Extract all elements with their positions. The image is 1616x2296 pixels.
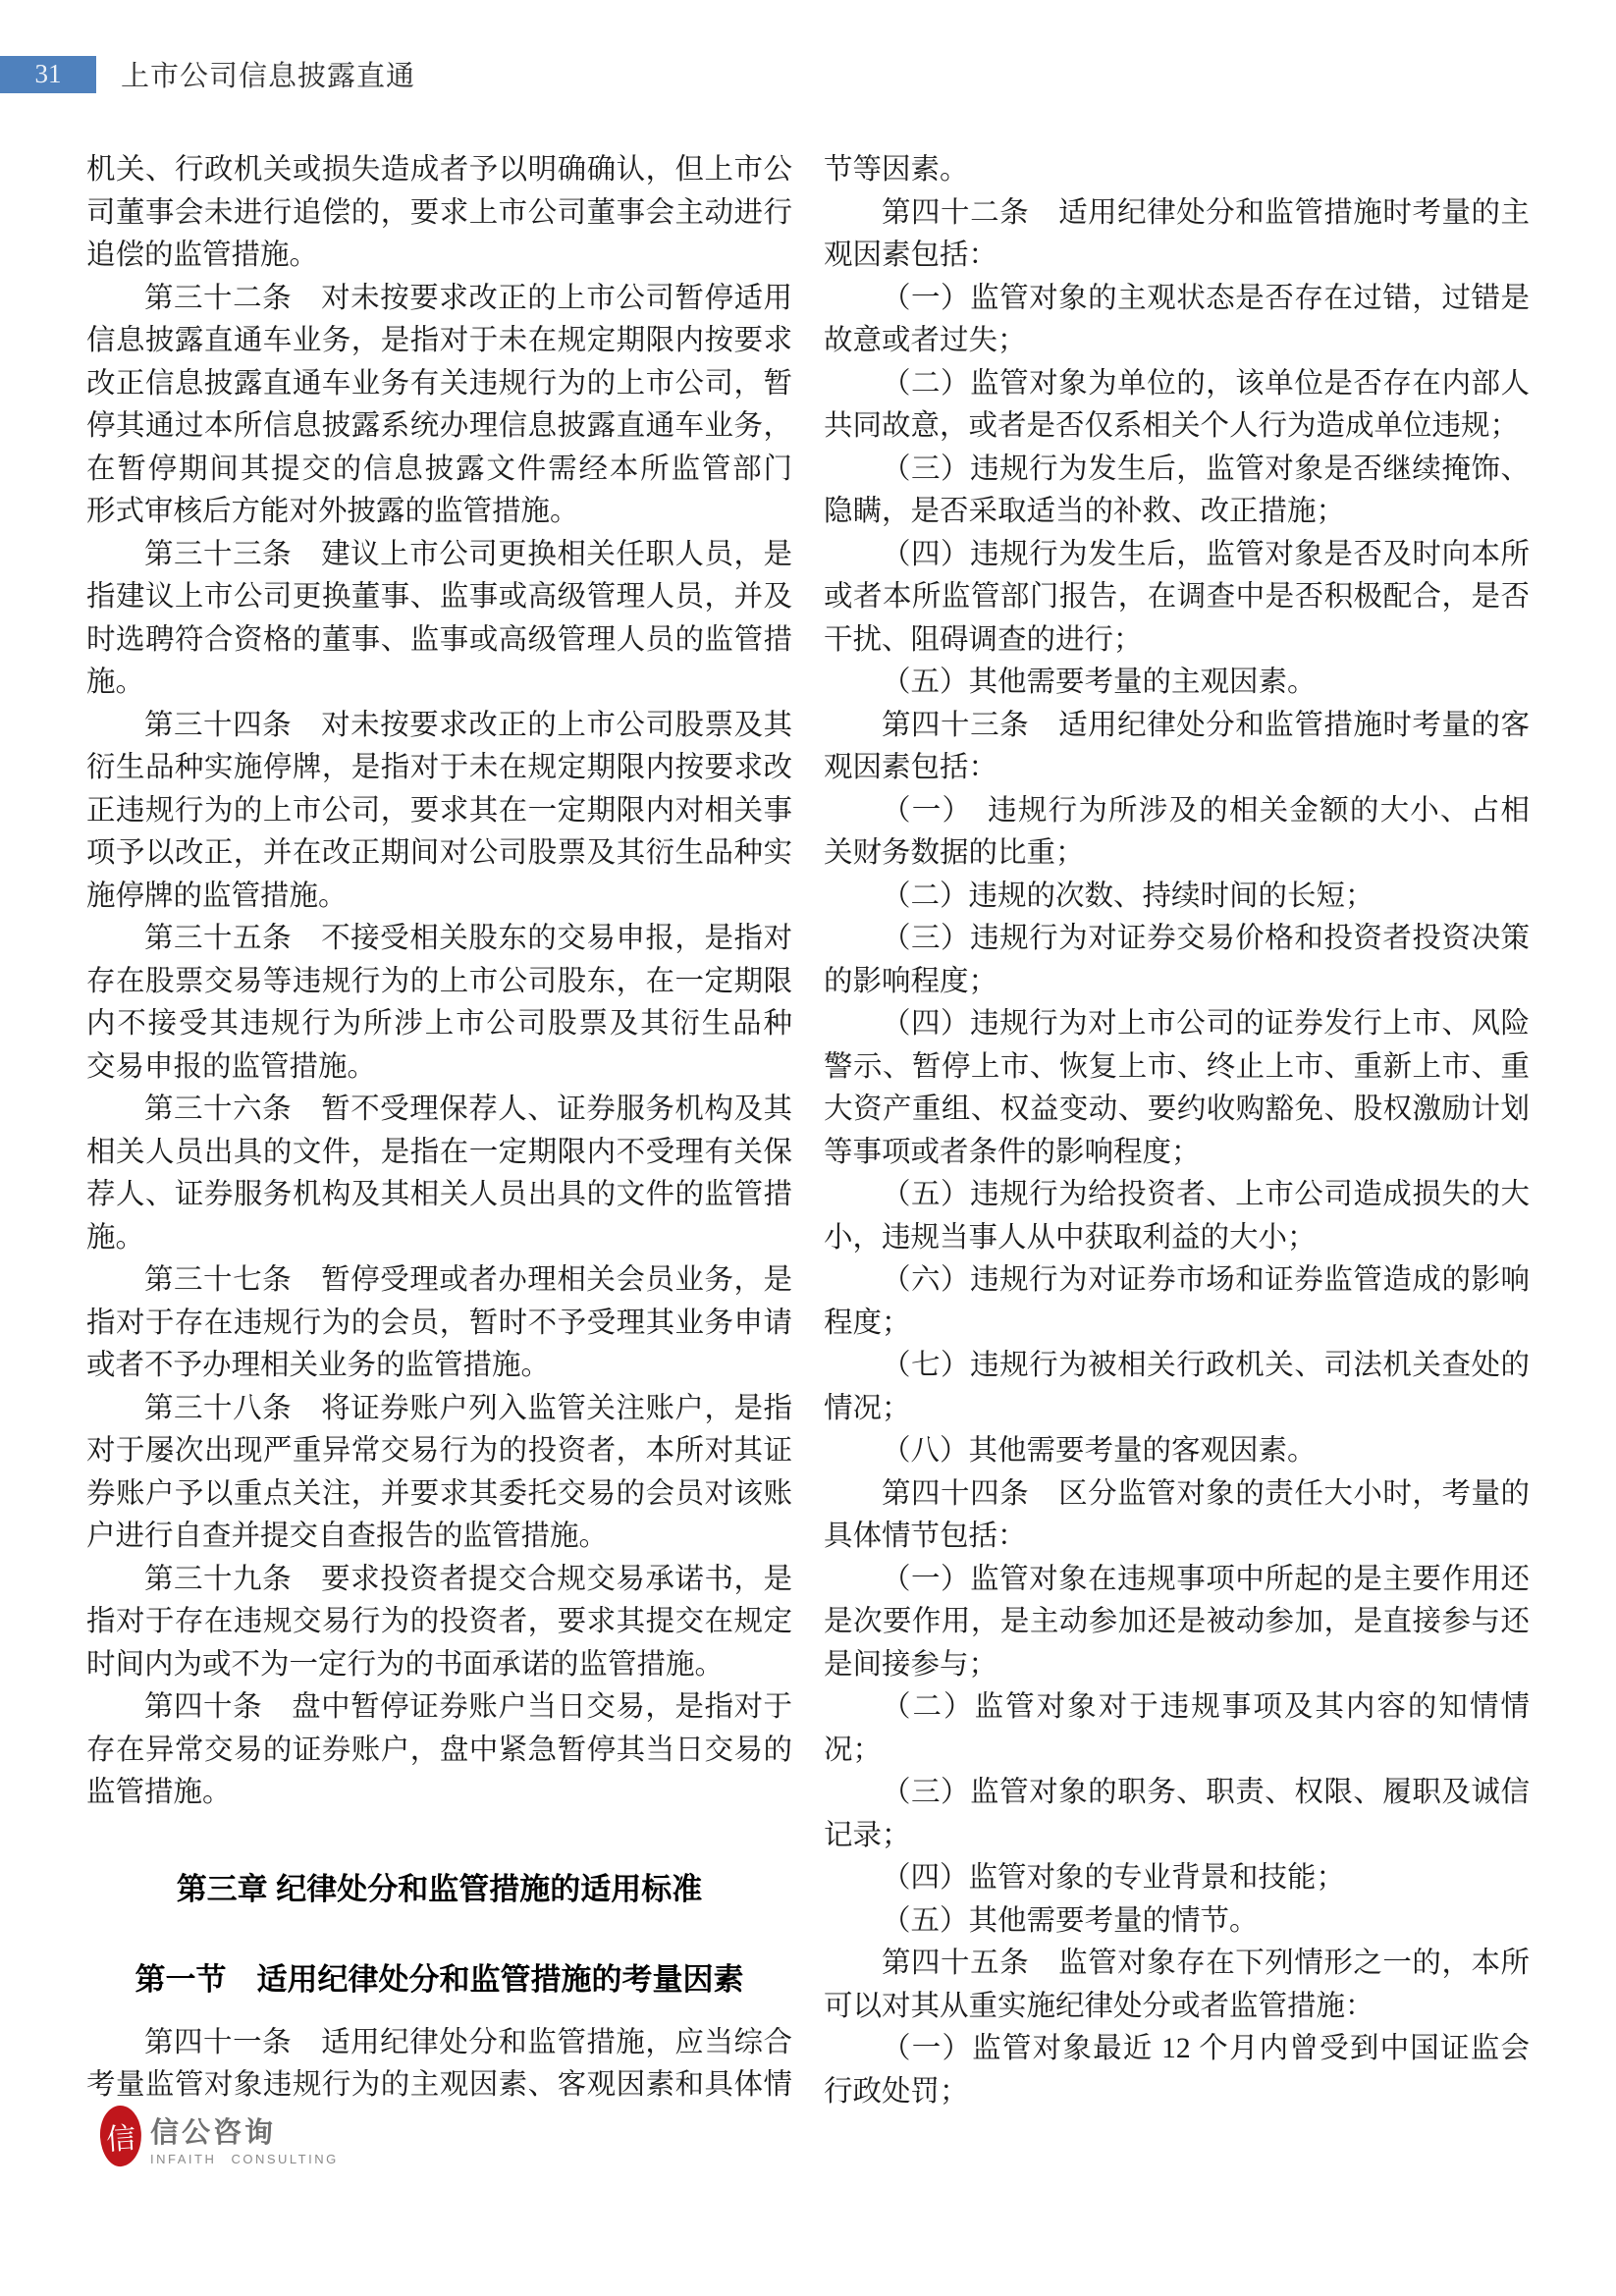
two-column-body: [86, 149, 1530, 2166]
page-header: [0, 54, 415, 94]
text-line: 或者不予办理相关业务的监管措施。: [86, 1350, 551, 1381]
text-line: 观因素包括：: [824, 752, 998, 783]
text-line: 况；: [824, 1734, 883, 1766]
left-column: [86, 149, 792, 2166]
infaith-logo: [100, 2102, 792, 2166]
text-line: （二）监管对象为单位的，该单位是否存在内部人: [882, 367, 1530, 400]
text-line: 具体情节包括：: [824, 1521, 1027, 1552]
text-line: 记录；: [824, 1819, 911, 1851]
text-line: 存在股票交易等违规行为的上市公司股东，在一定期限: [86, 965, 792, 997]
text-line: 第三十八条 将证券账户列入监管关注账户，是指: [144, 1392, 792, 1424]
right-column-lines: [824, 149, 1530, 2113]
text-line: 荐人、证券服务机构及其相关人员出具的文件的监管措: [86, 1179, 792, 1210]
text-line: 关财务数据的比重；: [824, 837, 1085, 869]
text-line: 是间接参与；: [824, 1648, 998, 1681]
text-line: 正违规行为的上市公司，要求其在一定期限内对相关事: [86, 794, 792, 827]
text-line: 第三十三条 建议上市公司更换相关任职人员，是: [144, 538, 792, 570]
text-line: 等事项或者条件的影响程度；: [824, 1136, 1201, 1168]
text-line: 观因素包括：: [824, 240, 998, 271]
text-line: 信息披露直通车业务，是指对于未在规定期限内按要求: [86, 325, 792, 356]
text-line: 可以对其从重实施纪律处分或者监管措施：: [824, 1990, 1374, 2022]
text-line: 第三十九条 要求投资者提交合规交易承诺书，是: [144, 1563, 792, 1595]
text-line: 相关人员出具的文件，是指在一定期限内不受理有关保: [86, 1136, 792, 1168]
text-line: （六）违规行为对证券市场和证券监管造成的影响: [882, 1264, 1530, 1296]
text-line: 考量监管对象违规行为的主观因素、客观因素和具体情: [86, 2069, 792, 2101]
text-line: 在暂停期间其提交的信息披露文件需经本所监管部门: [86, 453, 792, 485]
text-line: （二）监管对象对于违规事项及其内容的知情情: [882, 1691, 1530, 1723]
text-line: 内不接受其违规行为所涉上市公司股票及其衍生品种: [86, 1008, 792, 1040]
text-line: 第四十一条 适用纪律处分和监管措施，应当综合: [144, 2026, 792, 2058]
text-line: （四）监管对象的专业背景和技能；: [882, 1862, 1346, 1894]
text-line: 小，违规当事人从中获取利益的大小；: [824, 1221, 1317, 1254]
text-line: 第三十四条 对未按要求改正的上市公司股票及其: [144, 709, 792, 741]
text-line: 交易申报的监管措施。: [86, 1050, 377, 1083]
text-line: 第四十二条 适用纪律处分和监管措施时考量的主: [882, 196, 1530, 229]
right-column: [824, 149, 1530, 2166]
text-line: 第四十五条 监管对象存在下列情形之一的，本所: [882, 1948, 1530, 1979]
text-line: 行政处罚；: [824, 2075, 969, 2108]
text-line: 时间内为或不为一定行为的书面承诺的监管措施。: [86, 1648, 725, 1681]
text-line: 机关、行政机关或损失造成者予以明确确认，但上市公: [86, 154, 792, 186]
seal-character: 信: [105, 2121, 137, 2157]
left-column-lines: [86, 149, 792, 1815]
text-line: 第三十七条 暂停受理或者办理相关会员业务，是: [144, 1264, 792, 1296]
text-line: 指对于存在违规行为的会员，暂时不予受理其业务申请: [86, 1307, 792, 1339]
text-line: 警示、暂停上市、恢复上市、终止上市、重新上市、重: [824, 1050, 1530, 1083]
text-line: 施停牌的监管措施。: [86, 880, 348, 912]
text-line: （八）其他需要考量的客观因素。: [882, 1435, 1317, 1467]
text-line: 的影响程度；: [824, 965, 998, 997]
text-line: 故意或者过失；: [824, 325, 1027, 356]
text-line: （四）违规行为发生后，监管对象是否及时向本所: [882, 538, 1530, 570]
text-line: 第四十四条 区分监管对象的责任大小时，考量的: [882, 1477, 1530, 1510]
text-line: 第三十五条 不接受相关股东的交易申报，是指对: [144, 923, 792, 954]
logo-text-block: [150, 2116, 339, 2166]
text-line: （四）违规行为对上市公司的证券发行上市、风险: [882, 1008, 1530, 1040]
page-number-badge: [0, 56, 96, 93]
text-line: 户进行自查并提交自查报告的监管措施。: [86, 1521, 609, 1552]
text-line: （二）违规的次数、持续时间的长短；: [882, 880, 1374, 912]
text-line: 情况；: [824, 1392, 911, 1424]
text-line: 干扰、阻碍调查的进行；: [824, 623, 1143, 656]
text-line: （一）监管对象的主观状态是否存在过错，过错是: [882, 282, 1530, 314]
text-line: 改正信息披露直通车业务有关违规行为的上市公司，暂: [86, 367, 792, 400]
logo-company-name-en: INFAITH CONSULTING: [150, 2151, 339, 2166]
text-line: 时选聘符合资格的董事、监事或高级管理人员的监管措: [86, 623, 792, 656]
page-number: 31: [34, 59, 62, 88]
text-line: 指建议上市公司更换董事、监事或高级管理人员，并及: [86, 581, 792, 613]
text-line: 司董事会未进行追偿的，要求上市公司董事会主动进行: [86, 196, 792, 229]
text-line: 第三十二条 对未按要求改正的上市公司暂停适用: [144, 282, 792, 314]
text-line: 共同故意，或者是否仅系相关个人行为造成单位违规；: [824, 410, 1520, 442]
text-line: 监管措施。: [86, 1777, 232, 1808]
text-line: （五）其他需要考量的主观因素。: [882, 667, 1317, 698]
text-line: 施。: [86, 1221, 145, 1254]
text-line: （五）其他需要考量的情节。: [882, 1904, 1259, 1937]
text-line: 第四十三条 适用纪律处分和监管措施时考量的客: [882, 709, 1530, 741]
seal-icon: [98, 2104, 143, 2167]
text-line: （三）违规行为对证券交易价格和投资者投资决策: [882, 923, 1530, 954]
text-line: 追偿的监管措施。: [86, 240, 319, 271]
section-heading: 第一节 适用纪律处分和监管措施的考量因素: [135, 1961, 744, 1997]
text-line: 券账户予以重点关注，并要求其委托交易的会员对该账: [86, 1477, 792, 1510]
text-line: （三）违规行为发生后，监管对象是否继续掩饰、: [882, 453, 1530, 485]
text-line: 指对于存在违规交易行为的投资者，要求其提交在规定: [86, 1606, 792, 1637]
text-line: 隐瞒，是否采取适当的补救、改正措施；: [824, 496, 1346, 527]
text-line: 项予以改正，并在改正期间对公司股票及其衍生品种实: [86, 837, 792, 869]
logo-company-name-cn: 信公咨询: [150, 2116, 277, 2149]
text-line: 施。: [86, 667, 145, 698]
text-line: 是次要作用，是主动参加还是被动参加，是直接参与还: [824, 1606, 1530, 1637]
text-line: 第四十条 盘中暂停证券账户当日交易，是指对于: [144, 1691, 792, 1723]
text-line: 程度；: [824, 1307, 911, 1339]
text-line: 形式审核后方能对外披露的监管措施。: [86, 496, 579, 527]
text-line: 或者本所监管部门报告，在调查中是否积极配合，是否: [824, 581, 1530, 613]
text-line: 停其通过本所信息披露系统办理信息披露直通车业务，: [86, 410, 792, 442]
text-line: （一） 违规行为所涉及的相关金额的大小、占相: [882, 794, 1530, 827]
text-line: 节等因素。: [824, 154, 969, 186]
text-line: 大资产重组、权益变动、要约收购豁免、股权激励计划: [824, 1094, 1530, 1125]
text-line: 存在异常交易的证券账户，盘中紧急暂停其当日交易的: [86, 1734, 792, 1766]
header-title: 上市公司信息披露直通: [121, 61, 416, 92]
text-line: （三）监管对象的职务、职责、权限、履职及诚信: [882, 1777, 1530, 1808]
text-line: （一）监管对象最近 12 个月内曾受到中国证监会: [882, 2033, 1530, 2064]
text-line: 第三十六条 暂不受理保荐人、证券服务机构及其: [144, 1094, 792, 1125]
left-column-lines-after: [86, 2022, 792, 2108]
text-line: （七）违规行为被相关行政机关、司法机关查处的: [882, 1350, 1530, 1381]
chapter-heading: 第三章 纪律处分和监管措施的适用标准: [176, 1871, 703, 1906]
text-line: 衍生品种实施停牌，是指对于未在规定期限内按要求改: [86, 752, 792, 783]
text-line: 对于屡次出现严重异常交易行为的投资者，本所对其证: [86, 1435, 792, 1467]
text-line: （五）违规行为给投资者、上市公司造成损失的大: [882, 1179, 1530, 1210]
text-line: （一）监管对象在违规事项中所起的是主要作用还: [882, 1563, 1530, 1595]
